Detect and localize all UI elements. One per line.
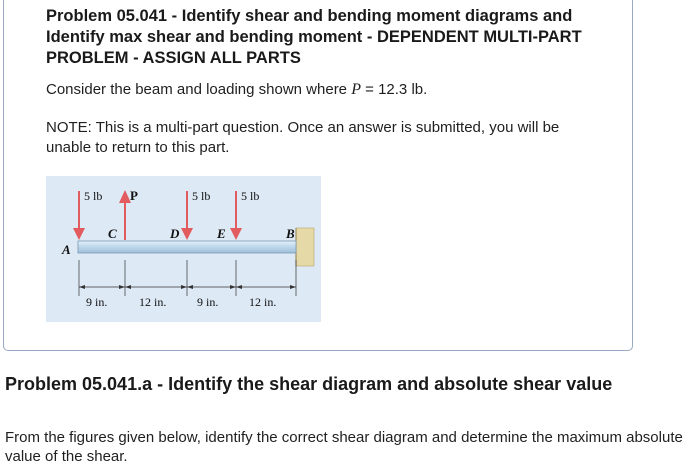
load-label-a: 5 lb (84, 189, 103, 203)
statement-value: = 12.3 lb. (360, 81, 428, 98)
dim-label-ac: 9 in. (86, 295, 108, 309)
beam-figure (46, 176, 321, 322)
part-a-title: Problem 05.041.a - Identify the shear diagram and absolute shear value (5, 374, 613, 394)
load-label-p: P (130, 188, 138, 203)
point-label-c: C (108, 226, 117, 241)
load-arrowhead-a (73, 228, 85, 240)
problem-title: Problem 05.041 - Identify shear and bending moment diagrams and Identify max shear and bending moment - DEPENDENT MULTI-PART PROBLEM - ASSIGN ALL PARTS (46, 7, 582, 67)
dim-arrowhead (125, 285, 131, 289)
dim-label-eb: 12 in. (249, 295, 277, 309)
dim-arrowhead (187, 285, 193, 289)
load-arrowhead-e (230, 228, 242, 240)
point-label-b: B (286, 226, 295, 241)
part-a-instructions: From the figures given below, identify the correct shear diagram and determine the maximum absolute value of the shear. (5, 429, 683, 465)
load-arrowhead-d (181, 228, 193, 240)
dim-arrowhead (230, 285, 236, 289)
point-label-e: E (217, 226, 226, 241)
problem-statement (46, 80, 427, 100)
dim-arrowhead (290, 285, 296, 289)
load-label-e: 5 lb (241, 189, 260, 203)
beam-diagram (46, 176, 321, 322)
point-label-a: A (62, 242, 71, 257)
beam (78, 241, 296, 253)
statement-text: Consider the beam and loading shown where (46, 81, 352, 98)
load-label-d: 5 lb (192, 189, 211, 203)
dim-arrowhead (79, 285, 85, 289)
dim-label-cd: 12 in. (139, 295, 167, 309)
note-text: NOTE: This is a multi-part question. Once an answer is submitted, you will be unable to return to this part. (46, 119, 560, 156)
dim-arrowhead (236, 285, 242, 289)
statement-variable: P (351, 81, 361, 98)
wall-support (296, 228, 314, 266)
dim-arrowhead (119, 285, 125, 289)
point-label-d: D (170, 226, 180, 241)
dim-arrowhead (181, 285, 187, 289)
dim-label-de: 9 in. (197, 295, 219, 309)
